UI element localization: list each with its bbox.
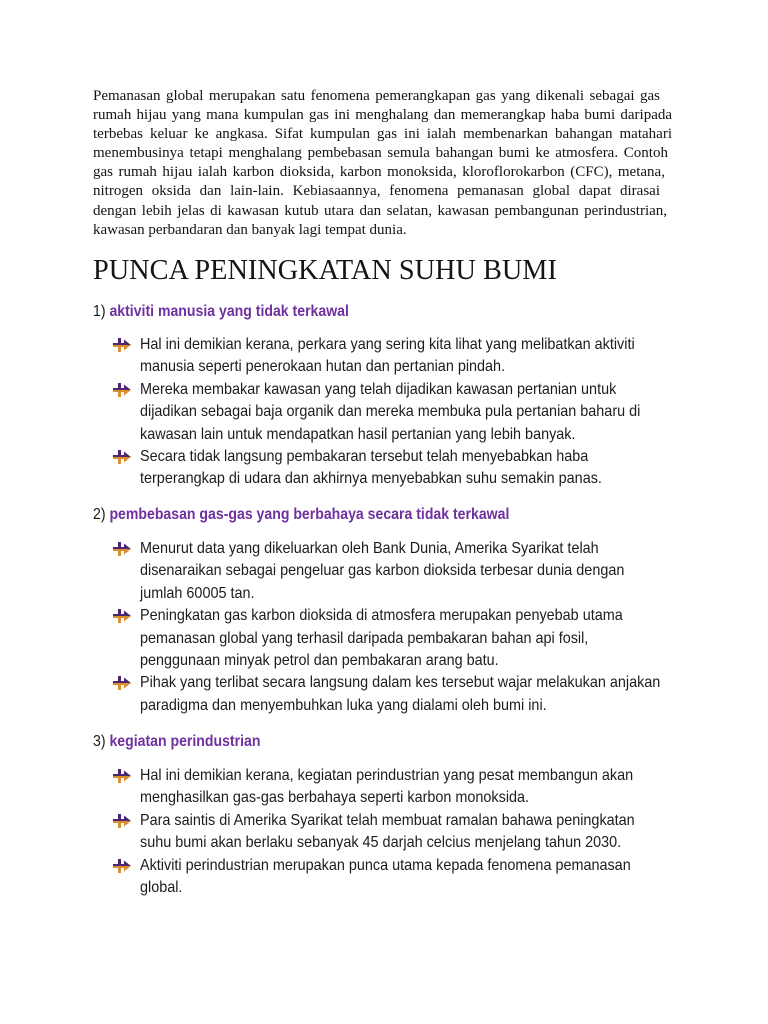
subheading-title: pembebasan gas-gas yang berbahaya secara tidak terkawal — [109, 506, 510, 523]
arrow-plus-bullet-icon — [113, 769, 131, 783]
bullet-line — [140, 401, 696, 423]
intro-line-text: rumah hijau yang mana kumpulan gas ini menghalang dan memerangkap haba bumi daripada — [93, 107, 673, 124]
bullet-item — [113, 446, 696, 491]
subheading-title: aktiviti manusia yang tidak terkawal — [109, 303, 349, 320]
bullet-line — [140, 446, 696, 468]
bullet-text: menghasilkan gas-gas berbahaya seperti karbon monoksida. — [140, 789, 530, 807]
bullet-line — [140, 334, 696, 356]
subheading-2 — [93, 504, 566, 526]
bullet-item — [113, 855, 690, 900]
bullet-text: Hal ini demikian kerana, kegiatan perindustrian yang pesat membangun akan — [140, 767, 634, 784]
bullet-text: jumlah 60005 tan. — [140, 584, 255, 602]
subheading-number: 2) — [93, 506, 106, 523]
bullet-line — [140, 560, 718, 582]
bullet-text: Aktiviti perindustrian merupakan punca utama kepada fenomena pemanasan — [140, 856, 631, 874]
subheading-1 — [93, 301, 384, 323]
bullet-text: terperangkap di udara dan akhirnya menyebabkan suhu semakin panas. — [140, 470, 602, 488]
intro-line-text: gas rumah hijau ialah karbon dioksida, karbon monoksida, kloroflorokarbon (CFC), metana, — [93, 164, 665, 181]
arrow-plus-bullet-icon — [113, 383, 131, 397]
bullet-line — [140, 356, 696, 378]
bullet-list-2 — [113, 538, 718, 717]
intro-line — [93, 144, 672, 163]
arrow-plus-bullet-icon — [113, 450, 131, 464]
arrow-plus-bullet-icon — [113, 814, 131, 828]
bullet-text: Menurut data yang dikeluarkan oleh Bank Dunia, Amerika Syarikat telah — [140, 540, 599, 557]
bullet-text: pemanasan global yang terhasil daripada pembakaran bahan api fosil, — [140, 629, 589, 647]
bullet-text: Peningkatan gas karbon dioksida di atmosfera merupakan penyebab utama — [140, 607, 623, 625]
bullet-text: paradigma dan menyembuhkan luka yang dialami oleh bumi ini. — [140, 696, 547, 714]
bullet-list-1 — [113, 334, 696, 491]
bullet-line — [140, 832, 690, 854]
bullet-line — [140, 695, 718, 717]
bullet-line — [140, 855, 690, 877]
bullet-item — [113, 334, 696, 379]
intro-line — [93, 125, 672, 144]
subheading-title: kegiatan perindustrian — [109, 733, 261, 750]
intro-line — [93, 182, 672, 201]
bullet-text: global. — [140, 878, 183, 896]
intro-line-text: kawasan perbandaran dan banyak lagi tempat dunia. — [93, 221, 407, 238]
bullet-line — [140, 468, 696, 490]
subheading-text — [93, 301, 349, 323]
bullet-item — [113, 672, 718, 717]
subheading-number: 1) — [93, 303, 106, 320]
bullet-line — [140, 672, 718, 694]
arrow-plus-bullet-icon — [113, 609, 131, 623]
bullet-line — [140, 628, 718, 650]
intro-paragraph — [93, 87, 672, 240]
intro-line — [93, 202, 672, 221]
bullet-line — [140, 650, 718, 672]
bullet-line — [140, 583, 718, 605]
arrow-plus-bullet-icon — [113, 859, 131, 873]
bullet-line — [140, 765, 690, 787]
bullet-item — [113, 810, 690, 855]
bullet-item — [113, 605, 718, 672]
intro-line — [93, 163, 672, 182]
arrow-plus-bullet-icon — [113, 676, 131, 690]
bullet-line — [140, 810, 690, 832]
bullet-text: dijadikan sebagai baja organik dan mereka membuka pula pertanian baharu di — [140, 403, 641, 421]
bullet-text: Para saintis di Amerika Syarikat telah membuat ramalan bahawa peningkatan — [140, 811, 635, 829]
bullet-item — [113, 538, 718, 605]
intro-line — [93, 106, 672, 125]
subheading-text — [93, 504, 509, 526]
bullet-item — [113, 765, 690, 810]
subheading-3 — [93, 731, 283, 753]
intro-line-text: nitrogen oksida dan lain-lain. Kebiasaannya, fenomena pemanasan global dapat dirasai — [93, 183, 660, 200]
intro-line-text: terbebas keluar ke angkasa. Sifat kumpulan gas ini ialah membenarkan bahangan matahari — [93, 126, 672, 143]
intro-line-text: menembusinya tetapi menghalang pembebasan semula bahangan bumi ke atmosfera. Contoh — [93, 145, 668, 162]
bullet-line — [140, 877, 690, 899]
arrow-plus-bullet-icon — [113, 338, 131, 352]
bullet-text: kawasan lain untuk mendapatkan hasil pertanian yang lebih banyak. — [140, 425, 576, 443]
bullet-line — [140, 787, 690, 809]
bullet-line — [140, 538, 718, 560]
bullet-text: Mereka membakar kawasan yang telah dijadikan kawasan pertanian untuk — [140, 380, 617, 398]
bullet-line — [140, 605, 718, 627]
bullet-text: disenaraikan sebagai pengeluar gas karbon dioksida terbesar dunia dengan — [140, 562, 625, 580]
bullet-text: Secara tidak langsung pembakaran tersebut telah menyebabkan haba — [140, 447, 589, 465]
bullet-text: Pihak yang terlibat secara langsung dalam kes tersebut wajar melakukan anjakan — [140, 674, 661, 692]
bullet-text: Hal ini demikian kerana, perkara yang sering kita lihat yang melibatkan aktiviti — [140, 336, 635, 353]
intro-line — [93, 87, 672, 106]
intro-line — [93, 221, 672, 240]
bullet-text: manusia seperti penerokaan hutan dan pertanian pindah. — [140, 358, 506, 376]
subheading-text — [93, 731, 260, 753]
intro-line-text: dengan lebih jelas di kawasan kutub utara dan selatan, kawasan pembangunan perindustrian, — [93, 202, 668, 219]
subheading-number: 3) — [93, 733, 106, 750]
arrow-plus-bullet-icon — [113, 542, 131, 556]
bullet-list-3 — [113, 765, 690, 899]
bullet-text: suhu bumi akan berlaku sebanyak 45 darjah celcius menjelang tahun 2030. — [140, 834, 622, 852]
intro-line-text: Pemanasan global merupakan satu fenomena pemerangkapan gas yang dikenali sebagai gas — [93, 88, 660, 104]
bullet-line — [140, 379, 696, 401]
page-heading: PUNCA PENINGKATAN SUHU BUMI — [93, 255, 557, 286]
bullet-line — [140, 424, 696, 446]
bullet-item — [113, 379, 696, 446]
bullet-text: penggunaan minyak petrol dan pembakaran arang batu. — [140, 651, 499, 669]
